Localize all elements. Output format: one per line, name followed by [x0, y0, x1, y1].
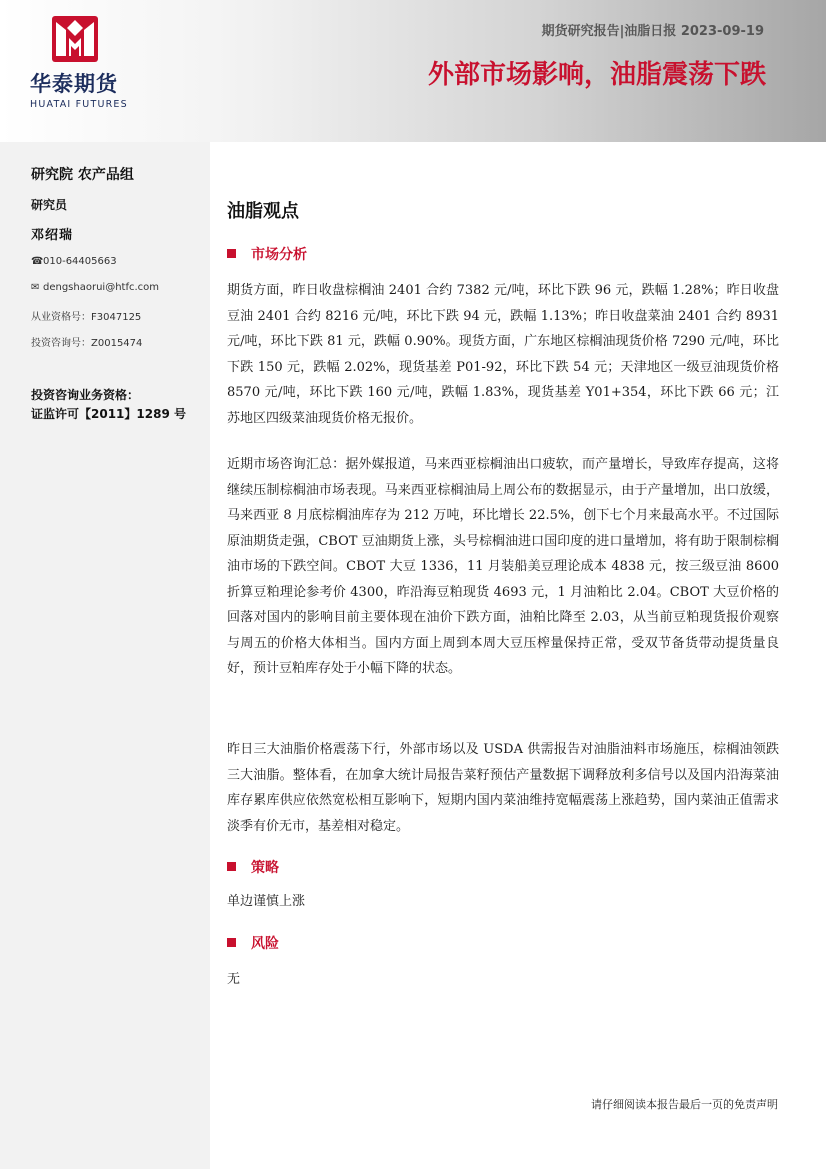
report-header: [0, 0, 826, 142]
phone-icon: ☎: [31, 256, 44, 267]
qualification-label: 投资咨询业务资格：: [31, 388, 140, 402]
qualification: [31, 386, 186, 424]
author-role: 研究员: [31, 198, 68, 212]
phone-line: [31, 256, 117, 267]
strategy-text: 单边谨慎上涨: [227, 894, 306, 909]
paragraph-market-news: 近期市场咨询汇总：据外媒报道，马来西亚棕榈油出口疲软，而产量增长，导致库存提高，这将继续压制棕榈油市场表现。马来西亚棕榈油局上周公布的数据显示，由于产量增加，出口放缓，马来西亚 8 月底棕榈油库存为 212 万吨，环比增长 22.5%，创下七个月来最高水平。不过国际原油期货走强，CBOT 豆油期货上涨，头号棕榈油进口国印度的进口量增加，将有助于限制棕榈油市场的下跌空间。CBOT 大豆 1336，11 月装船美豆理论成本 4838 元，按三级豆油 8600 折算豆粕理论参考价 4300，昨沿海豆粕现货 4693 元，1 月油粕比 2.04。CBOT 大豆价格的回落对国内的影响目前主要体现在油价下跌方面，油粕比降至 2.03，从当前豆粕现货报价观察与周五的价格大体相当。国内方面上周到本周大豆压榨量保持正常，受双节备货带动提货量良好，预计豆粕库存处于小幅下降的状态。: [227, 457, 779, 676]
email-address[interactable]: dengshaorui@htfc.com: [43, 282, 160, 293]
section-title: 油脂观点: [227, 201, 299, 222]
qualification-license: 证监许可【2011】1289 号: [31, 407, 186, 421]
license-line: [31, 308, 141, 323]
phone-number: 010-64405663: [43, 256, 117, 267]
email-line: [31, 282, 159, 293]
bullet-square-icon: [227, 862, 236, 871]
license-label: 从业资格号：: [31, 312, 91, 323]
advisory-value: Z0015474: [91, 338, 143, 349]
paragraph-futures-spot: 期货方面，昨日收盘棕榈油 2401 合约 7382 元/吨，环比下跌 96 元，跌幅 1.28%；昨日收盘豆油 2401 合约 8216 元/吨，环比下跌 94 元，跌幅 1.13%；昨日收盘菜油 2401 合约 8931 元/吨，环比下跌 81 元，跌幅 0.90%。现货方面，广东地区棕榈油现货价格 7290 元/吨，环比下跌 150 元，跌幅 2.02%，现货基差 P01-92，环比下跌 54 元；天津地区一级豆油现货价格 8570 元/吨，环比下跌 160 元/吨，跌幅 1.83%，现货基差 Y01+354，环比下跌 66 元；江苏地区四级菜油现货价格无报价。: [227, 283, 779, 426]
advisory-label: 投资咨询号：: [31, 338, 91, 349]
mail-icon: ✉: [31, 282, 40, 293]
advisory-line: [31, 334, 142, 349]
risk-text: 无: [227, 972, 241, 987]
risk-heading: 风险: [227, 933, 279, 953]
report-type-date: 期货研究报告|油脂日报 2023-09-19: [541, 24, 764, 39]
license-value: F3047125: [91, 312, 142, 323]
author-sidebar: [0, 142, 210, 1169]
huatai-logo-icon: [52, 16, 98, 62]
disclaimer-note: 请仔细阅读本报告最后一页的免责声明: [591, 1098, 778, 1111]
author-name: 邓绍瑞: [31, 228, 74, 243]
bullet-square-icon: [227, 938, 236, 947]
report-title: 外部市场影响，油脂震荡下跌: [427, 60, 766, 90]
department: 研究院 农产品组: [31, 167, 134, 183]
logo-chinese-name: 华泰期货: [30, 72, 118, 96]
bullet-square-icon: [227, 249, 236, 258]
market-analysis-heading: 市场分析: [227, 244, 307, 264]
strategy-heading: 策略: [227, 857, 279, 877]
paragraph-summary: 昨日三大油脂价格震荡下行，外部市场以及 USDA 供需报告对油脂油料市场施压，棕榈油领跌三大油脂。整体看，在加拿大统计局报告菜籽预估产量数据下调释放利多信号以及国内沿海菜油库存累库供应依然宽松相互影响下，短期内国内菜油维持宽幅震荡上涨趋势，国内菜油正值需求淡季有价无市，基差相对稳定。: [227, 742, 779, 834]
logo-english-name: HUATAI FUTURES: [30, 99, 128, 110]
